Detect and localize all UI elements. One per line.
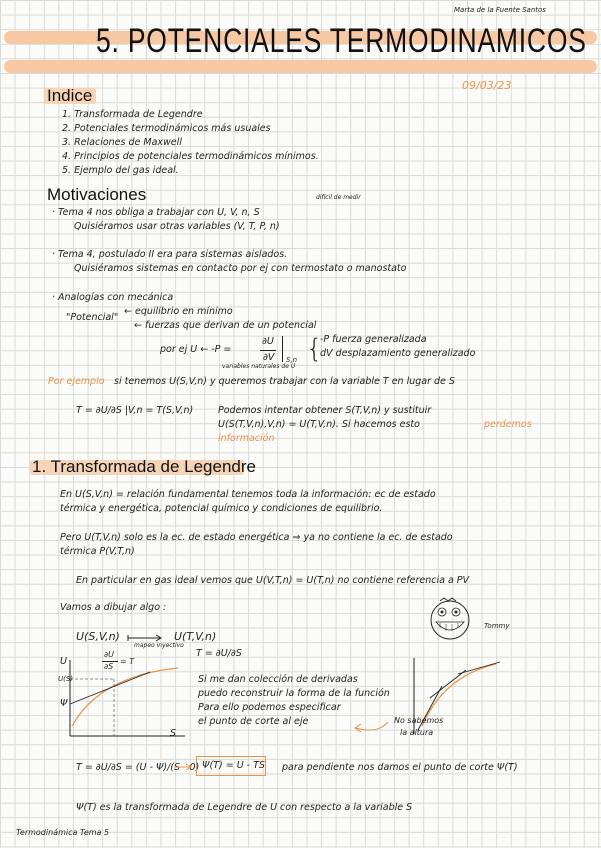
informacion: información bbox=[218, 433, 275, 444]
eq-text: para pendiente nos damos el punto de corte Ψ(T) bbox=[282, 762, 518, 773]
motiv-bullet-2-line2: Quisiéramos sistemas en contacto por ej con termostato o manostato bbox=[74, 263, 407, 274]
section1-heading: 1. Transformada de Legendre bbox=[32, 457, 256, 476]
ej-line: si tenemos U(S,V,n) y queremos trabajar con la variable T en lugar de S bbox=[114, 376, 455, 387]
motiv-bullet-1-line2: Quisiéramos usar otras variables (V, T, P, n) bbox=[74, 221, 280, 232]
motiv-bullet-2: · Tema 4, postulado II era para sistemas aislados. bbox=[52, 249, 288, 260]
indice-item: 1. Transformada de Legendre bbox=[62, 109, 203, 120]
map-sub: T = ∂U/∂S bbox=[196, 648, 242, 659]
expl-2: puedo reconstruir la forma de la función bbox=[198, 688, 390, 699]
motivaciones-heading: Motivaciones bbox=[47, 185, 147, 204]
t-equation: T = ∂U/∂S |V,n = T(S,V,n) bbox=[76, 405, 194, 416]
map-note: mapeo inyectivo bbox=[134, 642, 184, 649]
footer-label: Termodinámica Tema 5 bbox=[16, 828, 110, 837]
porej-text: por ej U ← -P = bbox=[160, 344, 232, 355]
conclusion: Ψ(T) es la transformada de Legendre de U con respecto a la variable S bbox=[76, 802, 413, 813]
no-sabemos-2: la altura bbox=[400, 728, 434, 737]
arrow-icon bbox=[352, 716, 392, 736]
p2-line1: Pero U(T,V,n) solo es la ec. de estado energética ⇒ ya no contiene la ec. de estado bbox=[60, 532, 453, 543]
usub-line: U(S(T,V,n),V,n) = U(T,V,n). Si hacemos esto bbox=[218, 419, 420, 430]
expl-1: Si me dan colección de derivadas bbox=[198, 674, 358, 685]
motiv-note-dificil: difícil de medir bbox=[316, 194, 361, 201]
fraction-bar bbox=[260, 350, 276, 351]
motiv-bullet-1: · Tema 4 nos obliga a trabajar con U, V, n, S bbox=[52, 207, 260, 218]
ej-label: Por ejemplo bbox=[48, 376, 105, 387]
fraction-den: ∂V bbox=[263, 352, 275, 363]
g-u0: U(S) bbox=[58, 675, 74, 683]
date: 09/03/23 bbox=[462, 79, 512, 92]
p1-line2: térmica y energética, potencial químico y condiciones de equilibrio. bbox=[60, 503, 383, 514]
map-left: U(S,V,n) bbox=[76, 630, 120, 643]
equilibrio-line: ← equilibrio en mínimo bbox=[124, 306, 233, 317]
indice-item: 2. Potenciales termodinámicos más usuales bbox=[62, 123, 271, 134]
title-band-bottom bbox=[4, 60, 597, 73]
g-slope-num: ∂U bbox=[104, 650, 114, 659]
p1-line1: En U(S,V,n) = relación fundamental tenemos toda la información: ec de estado bbox=[60, 489, 436, 500]
potencial-label: "Potencial" bbox=[66, 312, 119, 323]
expl-4: el punto de corte al eje bbox=[198, 716, 309, 727]
indice-item: 3. Relaciones de Maxwell bbox=[62, 137, 182, 148]
brace-line-2: dV desplazamiento generalizado bbox=[320, 348, 476, 359]
perdemos: perdemos bbox=[484, 419, 532, 430]
author-name: Marta de la Fuente Santos bbox=[454, 6, 546, 14]
var-note: variables naturales de U bbox=[222, 363, 296, 370]
legendre-graph bbox=[60, 658, 190, 738]
fraction-num: ∂U bbox=[262, 336, 274, 347]
eval-bar bbox=[282, 336, 283, 362]
brace-line-1: -P fuerza generalizada bbox=[320, 334, 427, 345]
fraction-sub: S,n bbox=[286, 356, 298, 364]
tommy-face-icon bbox=[428, 598, 478, 642]
motiv-bullet-3: · Analogías con mecánica bbox=[52, 292, 174, 303]
g-axis-u: U bbox=[60, 656, 67, 667]
page-title: 5. POTENCIALES TERMODINAMICOS bbox=[96, 22, 587, 60]
eq-t: T = ∂U/∂S = (U - Ψ)/(S - 0) bbox=[76, 762, 200, 773]
expl-3: Para ello podemos especificar bbox=[198, 702, 341, 713]
implies-arrow bbox=[174, 762, 194, 772]
eq-box-text: Ψ(T) = U - TS bbox=[202, 760, 265, 771]
indice-item: 4. Principios de potenciales termodinámicos mínimos. bbox=[62, 151, 319, 162]
p2-line2: térmica P(V,T,n) bbox=[60, 546, 135, 557]
g-slope-den: ∂S bbox=[104, 662, 114, 671]
tommy-label: Tommy bbox=[484, 622, 510, 630]
g-axis-s: S bbox=[170, 728, 177, 739]
no-sabemos-1: No sabemos bbox=[394, 716, 444, 725]
g-slope-t: = T bbox=[120, 657, 135, 666]
fuerzas-line: ← fuerzas que derivan de un potencial bbox=[134, 320, 317, 331]
indice-item: 5. Ejemplo del gas ideal. bbox=[62, 165, 179, 176]
brace: { bbox=[306, 334, 323, 364]
podemos-line: Podemos intentar obtener S(T,V,n) y sustituir bbox=[218, 405, 432, 416]
g-psi: Ψ bbox=[60, 698, 68, 709]
p3-line: En particular en gas ideal vemos que U(V,T,n) = U(T,n) no contiene referencia a PV bbox=[76, 575, 470, 586]
map-right: U(T,V,n) bbox=[174, 630, 217, 643]
indice-heading: Indice bbox=[47, 86, 93, 105]
p4-line: Vamos a dibujar algo : bbox=[60, 602, 167, 613]
